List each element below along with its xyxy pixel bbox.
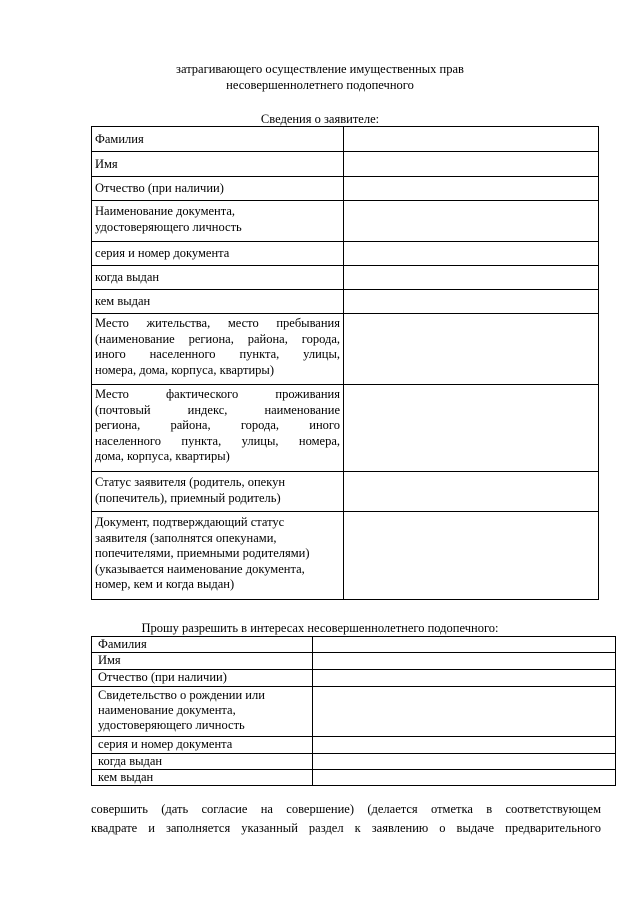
table-row [92, 201, 599, 242]
ward-label-birth-certificate [92, 687, 313, 737]
applicant-section-title: Сведения о заявителе: [260, 112, 380, 126]
label-line: наименование документа, [98, 703, 236, 717]
table-row [92, 152, 599, 177]
ward-input-name[interactable] [313, 653, 616, 670]
ward-label-issue-date: когда выдан [92, 754, 313, 770]
ward-section-title: Прошу разрешить в интересах несовершеннолетнего подопечного: [141, 621, 499, 635]
row-label-name: Имя [92, 152, 344, 177]
table-row [92, 385, 599, 472]
table-row [92, 670, 616, 687]
footer-line-1: совершить (дать согласие на совершение) (делается отметка в соответствующем [91, 802, 601, 816]
label-line: региона, района, города, иного [95, 418, 340, 432]
input-cell-id-document[interactable] [344, 201, 599, 242]
ward-label-issued-by: кем выдан [92, 770, 313, 786]
label-line: иного населенного пункта, улицы, [95, 347, 340, 361]
applicant-info-table [91, 126, 599, 600]
row-label-patronymic: Отчество (при наличии) [92, 177, 344, 201]
input-cell-status-document[interactable] [344, 512, 599, 600]
ward-input-issue-date[interactable] [313, 754, 616, 770]
input-cell-issued-by[interactable] [344, 290, 599, 314]
table-row [92, 242, 599, 266]
table-row [92, 177, 599, 201]
row-label-applicant-status [92, 472, 344, 512]
row-label-issue-date: когда выдан [92, 266, 344, 290]
row-label-surname: Фамилия [92, 127, 344, 152]
input-cell-issue-date[interactable] [344, 266, 599, 290]
ward-label-surname: Фамилия [92, 637, 313, 653]
input-cell-patronymic[interactable] [344, 177, 599, 201]
label-line: (почтовый индекс, наименование [95, 402, 340, 417]
row-label-id-document [92, 201, 344, 242]
footer-paragraph [91, 800, 601, 838]
label-line: удостоверяющего личность [98, 718, 245, 732]
table-row [92, 472, 599, 512]
table-row [92, 754, 616, 770]
label-line: (указывается наименование документа, [95, 561, 305, 576]
input-cell-actual-residence[interactable] [344, 385, 599, 472]
table-row [92, 737, 616, 754]
input-cell-applicant-status[interactable] [344, 472, 599, 512]
label-line: (наименование региона, района, города, [95, 331, 340, 346]
label-line: номер, кем и когда выдан) [95, 577, 235, 591]
label-line: населенного пункта, улицы, номера, [95, 433, 340, 448]
table-row [92, 266, 599, 290]
label-line: Документ, подтверждающий статус [95, 515, 285, 529]
label-line: Место фактического проживания [95, 387, 340, 401]
row-label-issued-by: кем выдан [92, 290, 344, 314]
label-line: Место жительства, место пребывания [95, 316, 340, 330]
ward-input-issued-by[interactable] [313, 770, 616, 786]
row-label-residence [92, 314, 344, 385]
footer-line-2: квадрате и заполняется указанный раздел к заявлению о выдаче предварительного [91, 821, 601, 835]
table-row [92, 637, 616, 653]
ward-label-patronymic: Отчество (при наличии) [92, 670, 313, 687]
document-heading-line-1: затрагивающего осуществление имущественных прав [176, 62, 464, 76]
input-cell-surname[interactable] [344, 127, 599, 152]
ward-input-series-number[interactable] [313, 737, 616, 754]
table-row [92, 687, 616, 737]
table-row [92, 290, 599, 314]
input-cell-residence[interactable] [344, 314, 599, 385]
row-label-series-number: серия и номер документа [92, 242, 344, 266]
label-line: дома, корпуса, квартиры) [95, 449, 230, 463]
label-line: попечителями, приемными родителями) [95, 546, 310, 560]
input-cell-name[interactable] [344, 152, 599, 177]
label-line: номера, дома, корпуса, квартиры) [95, 362, 274, 377]
document-heading-line-2: несовершеннолетнего подопечного [226, 78, 414, 92]
label-line: Свидетельство о рождении или [98, 688, 265, 702]
label-line: удостоверяющего личность [95, 219, 242, 234]
row-label-actual-residence [92, 385, 344, 472]
table-row [92, 770, 616, 786]
ward-info-table [91, 636, 616, 786]
ward-input-patronymic[interactable] [313, 670, 616, 687]
label-line: (попечитель), приемный родитель) [95, 490, 281, 505]
label-line: Наименование документа, [95, 204, 236, 218]
table-row [92, 127, 599, 152]
ward-input-surname[interactable] [313, 637, 616, 653]
ward-input-birth-certificate[interactable] [313, 687, 616, 737]
ward-label-name: Имя [92, 653, 313, 670]
ward-label-series-number: серия и номер документа [92, 737, 313, 754]
input-cell-series-number[interactable] [344, 242, 599, 266]
label-line: Статус заявителя (родитель, опекун [95, 475, 286, 489]
table-row [92, 653, 616, 670]
row-label-status-document [92, 512, 344, 600]
table-row [92, 314, 599, 385]
table-row [92, 512, 599, 600]
label-line: заявителя (заполнятся опекунами, [95, 530, 277, 545]
